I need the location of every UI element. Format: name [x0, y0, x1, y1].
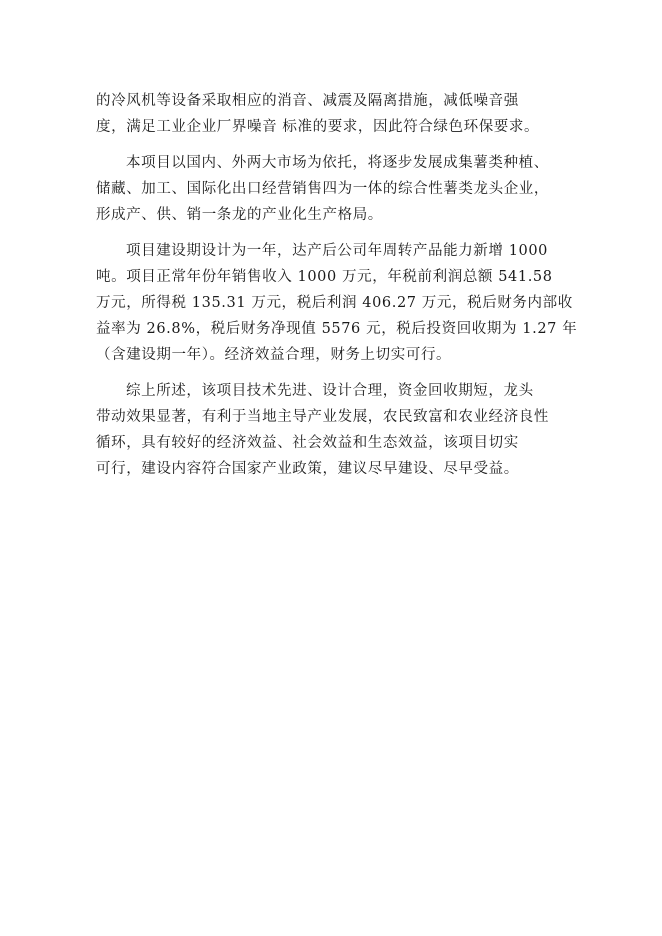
paragraph-line: 储藏、加工、国际化出口经营销售四为一体的综合性薯类龙头企业， [96, 181, 549, 197]
paragraph-line: 综上所述，该项目技术先进、设计合理，资金回收期短，龙头 [126, 383, 534, 399]
document-body [96, 88, 592, 492]
paragraph-market [96, 150, 592, 228]
paragraph-line: 项目建设期设计为一年，达产后公司年周转产品能力新增 1000 [126, 243, 549, 259]
paragraph-line: 形成产、供、销一条龙的产业化生产格局。 [96, 207, 383, 223]
paragraph-line: 可行，建设内容符合国家产业政策，建议尽早建设、尽早受益。 [96, 461, 519, 477]
paragraph-line: 带动效果显著，有利于当地主导产业发展，农民致富和农业经济良性 [96, 409, 549, 425]
paragraph-line: 的冷风机等设备采取相应的消音、减震及隔离措施，减低噪音强 [96, 93, 519, 109]
paragraph-line: 循环，具有较好的经济效益、社会效益和生态效益，该项目切实 [96, 435, 519, 451]
paragraph-line: 度，满足工业企业厂界噪音 标准的要求，因此符合绿色环保要求。 [96, 119, 540, 135]
paragraph-line: 万元，所得税 135.31 万元，税后利润 406.27 万元，税后财务内部收 [96, 295, 573, 311]
paragraph-conclusion [96, 378, 592, 482]
paragraph-line: 本项目以国内、外两大市场为依托，将逐步发展成集薯类种植、 [126, 155, 549, 171]
paragraph-line: （含建设期一年）。经济效益合理，财务上切实可行。 [96, 347, 452, 363]
paragraph-environmental [96, 88, 592, 140]
paragraph-line: 益率为 26.8%，税后财务净现值 5576 元，税后投资回收期为 1.27 年 [96, 321, 578, 337]
paragraph-financial [96, 238, 592, 368]
paragraph-line: 吨。项目正常年份年销售收入 1000 万元，年税前利润总额 541.58 [96, 269, 553, 285]
